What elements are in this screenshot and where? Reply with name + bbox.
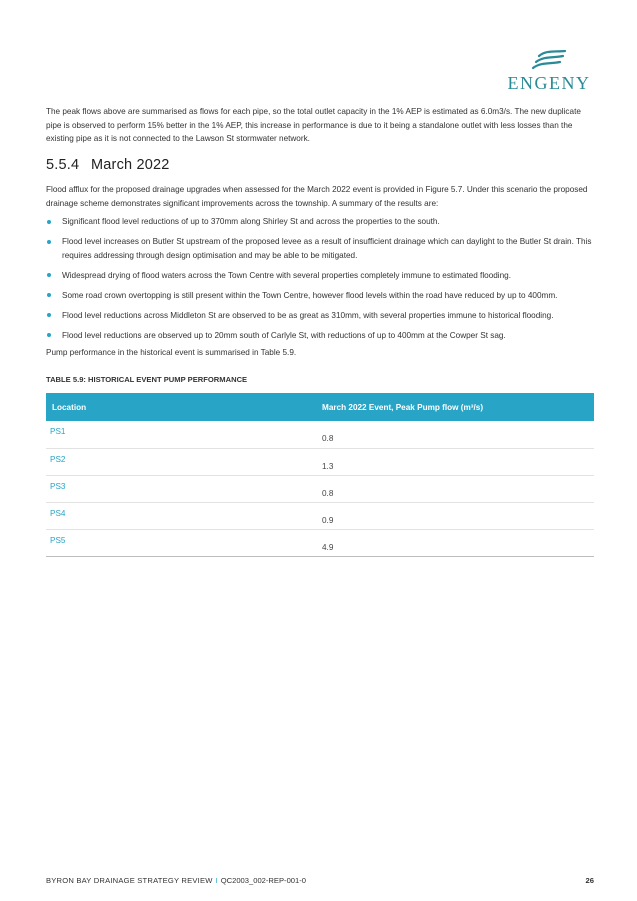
location-cell: PS5 (46, 529, 322, 556)
bullet-text: Flood level increases on Butler St upstream of the proposed levee as a result of insufficient drainage which can daylight to the Butler St drain. This requires addressing through design optimisation and may be able to be mitigated. (62, 237, 592, 260)
bullet-dot-icon (47, 273, 51, 277)
flow-cell: 0.8 (322, 421, 594, 448)
table-row (46, 502, 594, 529)
column-header-location: Location (46, 393, 322, 421)
bullet-text: Significant flood level reductions of up to 370mm along Shirley St and across the properties to the south. (62, 217, 440, 226)
pump-performance-sentence: Pump performance in the historical event is summarised in Table 5.9. (46, 348, 297, 357)
bullet-text: Flood level reductions across Middleton St are observed to be as great as 310mm, with several properties immune to historical flooding. (62, 310, 554, 320)
section-title: March 2022 (91, 157, 170, 173)
footer-separator: I (215, 876, 218, 885)
flow-cell: 0.8 (322, 475, 594, 502)
footer-document-title: BYRON BAY DRAINAGE STRATEGY REVIEW (46, 876, 213, 885)
bullet-text: Flood level reductions are observed up to 20mm south of Carlyle St, with reductions of up to 400mm at the Cowper St sag. (62, 330, 506, 340)
bullet-dot-icon (47, 313, 51, 317)
bullet-item (46, 309, 594, 323)
intro-paragraph: The peak flows above are summarised as flows for each pipe, so the total outlet capacity in the 1% AEP is estimated as 6.0m3/s. The new duplicate pipe is observed to perform 15% better in the 1% AEP, this increase in performance is due to it being a standalone outlet with less losses than the existing pipe as it is not connected to the Lawson St stormwater network. (46, 107, 581, 143)
section-heading (46, 157, 170, 173)
bullet-item (46, 289, 594, 303)
bullet-item (46, 235, 594, 262)
footer-document-code: QC2003_002-REP-001-0 (220, 876, 306, 885)
section-number: 5.5.4 (46, 157, 80, 173)
page-number: 26 (585, 876, 594, 885)
table-row (46, 529, 594, 556)
table-row (46, 421, 594, 448)
column-header-peak-flow: March 2022 Event, Peak Pump flow (m³/s) (322, 393, 594, 421)
location-cell: PS3 (46, 475, 322, 502)
bullet-dot-icon (47, 293, 51, 297)
bullet-text: Widespread drying of flood waters across the Town Centre with several properties completely immune to estimated flooding. (62, 270, 512, 280)
location-cell: PS4 (46, 502, 322, 529)
page-footer (46, 876, 594, 885)
bullet-item (46, 215, 594, 229)
location-cell: PS1 (46, 421, 322, 448)
section-intro-paragraph: Flood afflux for the proposed drainage upgrades when assessed for the March 2022 event is provided in Figure 5.7. Under this scenario the proposed drainage scheme demonstrates significant improvements across the township. A summary of the results are: (46, 185, 588, 208)
location-cell: PS2 (46, 448, 322, 475)
table-row (46, 448, 594, 475)
table-header-row (46, 393, 594, 421)
bullet-item (46, 329, 594, 343)
results-bullet-list (46, 215, 594, 349)
table-caption: TABLE 5.9: HISTORICAL EVENT PUMP PERFORMANCE (46, 375, 248, 384)
flow-cell: 4.9 (322, 529, 594, 556)
wave-logo-icon (531, 50, 567, 72)
bullet-dot-icon (47, 333, 51, 337)
bullet-dot-icon (47, 240, 51, 244)
bullet-text: Some road crown overtopping is still present within the Town Centre, however flood levels within the road have reduced by up to 400mm. (62, 290, 558, 300)
flow-cell: 1.3 (322, 448, 594, 475)
bullet-dot-icon (47, 220, 51, 224)
table-row (46, 475, 594, 502)
flow-cell: 0.9 (322, 502, 594, 529)
bullet-item (46, 269, 594, 283)
logo-wordmark: ENGENY (507, 73, 591, 93)
pump-performance-table (46, 393, 594, 557)
engeny-logo (505, 50, 593, 94)
